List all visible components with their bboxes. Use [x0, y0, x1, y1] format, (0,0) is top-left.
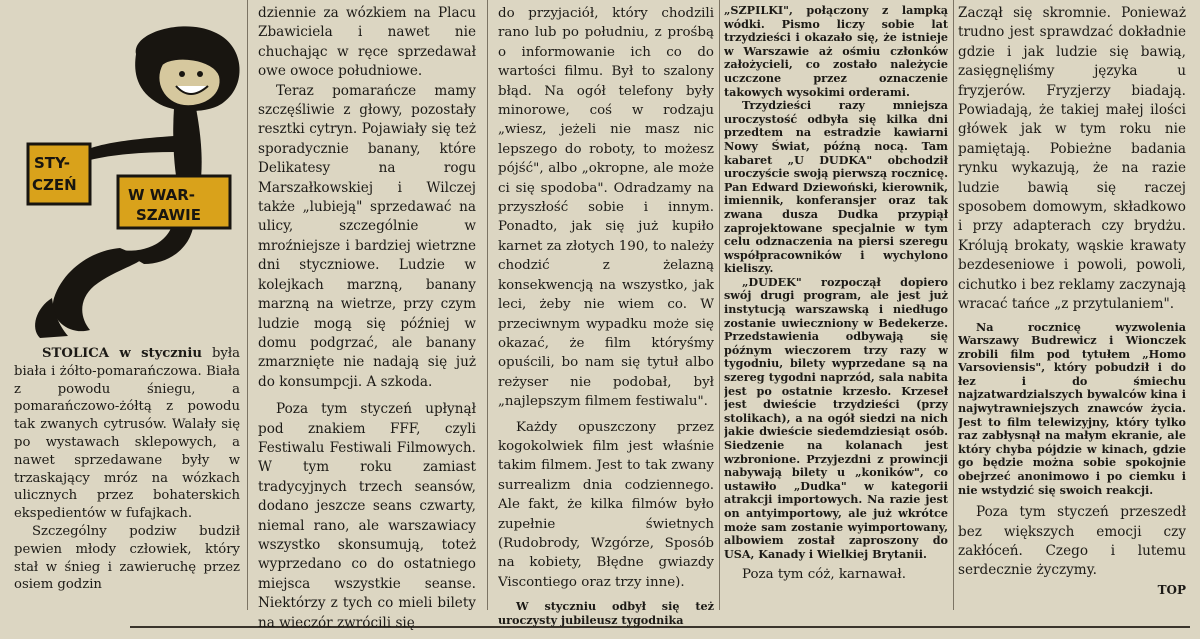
sign-right-line1: W WAR- [128, 186, 196, 204]
paragraph: „SZPILKI", połączony z lampką wódki. Pismo liczy sobie lat trzydzieści i okazało się, że istnieje w Warszawie aż ośmiu członków założycieli, co zostało należycie uczczone przez oznaczenie takowych wysokimi orderami. [724, 4, 948, 99]
paragraph: W styczniu odbył się też uroczysty jubileusz tygodnika [498, 599, 714, 627]
column-5 [958, 4, 1186, 600]
sign-left-line1: STY- [34, 154, 70, 172]
column-3 [498, 4, 714, 627]
author-signature: TOP [1157, 582, 1186, 597]
paragraph: Każdy opuszczony przez kogokolwiek film jest właśnie takim filmem. Jest to tak zwany surrealizm dnia codziennego. Ale fakt, że kilka filmów było zupełnie świetnych (Rudobrody, Wzgórze, Sposób na kobiety, Błędne gwiazdy Viscontiego oraz trzy inne). [498, 419, 714, 590]
column-4 [724, 4, 948, 584]
paragraph: Zaczął się skromnie. Ponieważ trudno jest sprawdzać dokładnie gdzie i jak ludzie się bawią, zasięgnęliśmy języka u fryzjerów. Fryzjerzy biadają. Powiadają, że takiej małej ilości główek jak w tym roku nie pamiętają. Pobieżne badania rynku wykazują, że na razie ludzie bawią się raczej sposobem domowym, składkowo i przy adapterach czy brydżu. Królują brokaty, wąskie krawaty bezdeseniowe i powoli, powoli, cichutko i bez reklamy zaczynają wracać tańce „z przytulaniem". [958, 5, 1186, 313]
sign-right-line2: SZAWIE [136, 206, 201, 224]
column-rule [953, 0, 954, 610]
column-rule [487, 0, 488, 610]
svg-text:STY- [34, 154, 70, 172]
column-rule [247, 0, 248, 610]
paragraph: Teraz pomarańcze mamy szczęśliwie z głowy, pozostały resztki cytryn. Pojawiały się też sporadycznie banany, które Delikatesy na rogu Marszałkowskiej i Wilczej także „lubieją" sprzedawać na ulicy, szczególnie w mroźniejsze i bardziej wietrzne dni styczniowe. Ludzie w kolejkach marzną, banany marzną na wietrze, przy czym ludzie mogą się później w domu podgrzać, ale banany zmarznięte nie nadają się już do konsumpcji. A szkoda. [258, 82, 476, 390]
paragraph: „DUDEK" rozpoczął dopiero swój drugi program, ale jest już instytucją warszawską i niedługo zostanie uwieczniony w Bedekerze. Przedstawienia odbywają się późnym wieczorem trzy razy w tygodniu, bilety wyprzedane są na szereg tygodni naprzód, sala nabita jest po ostatnie krzesło. Krzeseł jest dwieście trzydzieści (przy stolikach), a na ogół siedzi na nich jakie dwieście siedemdziesiąt osób. Siedzenie na kolanach jest wzbronione. Przyjezdni z prowincji nabywają bilety u „koników", co ustawiło „Dudka" w kategorii atrakcji importowych. Na razie jest on antyimportowy, ale już wkrótce może sam zostanie wyimportowany, albowiem został zaproszony do USA, Kanady i Wielkiej Brytanii. [724, 274, 948, 561]
paragraph: Szczególny podziw budził pewien młody człowiek, który stał w śnieg i zawieruchę przez osiem godzin [14, 523, 240, 593]
paragraph: Poza tym styczeń przeszedł bez większych emocji czy zakłóceń. Czego i lutemu serdecznie życzymy. [958, 504, 1186, 579]
paragraph [14, 345, 240, 523]
paragraph: Poza tym styczeń upłynął pod znakiem FFF, czyli Festiwalu Festiwali Filmowych. W tym roku zamiast tradycyjnych trzech seansów, dodano jeszcze seans czwarty, niemal rano, ale warszawiacy wszystko skonsumują, toteż wyprzedano co do ostatniego miejsca wszystkie seanse. Niektórzy z tych co mieli bilety na wieczór zwrócili się [258, 401, 476, 631]
column-2 [258, 4, 476, 633]
column-1 [14, 345, 240, 594]
paragraph: do przyjaciół, który chodzili rano lub po południu, z prośbą o informowanie ich co do wartości filmu. Był to szalony błąd. Na ogół telefony były minorowe, coś w rodzaju „wiesz, jeżeli nie masz nic lepszego do roboty, to możesz pójść", albo „okropne, ale może ci się spodoba". Odradzamy na przyszłość sobie i innym. Ponadto, jak się już kupiło karnet za złotych 190, to należy chodzić z żelazną konsekwencją na wszystko, jak leci, żeby nie wiem co. W przeciwnym wypadku może się okazać, że film któryśmy opuścili, bo nam się tytuł albo reżyser nie podobał, był „najlepszym filmem festiwalu". [498, 6, 714, 410]
paragraph: Poza tym cóż, karnawał. [742, 567, 907, 583]
svg-text:SZAWIE [136, 206, 201, 224]
svg-text:CZEŃ [32, 175, 77, 194]
paragraph: dziennie za wózkiem na Placu Zbawiciela i nawet nie chuchając w ręce sprzedawał owe owoce południowe. [258, 5, 476, 80]
lead-in: STOLICA w styczniu [42, 346, 202, 361]
paragraph-text: była biała i żółto-pomarańczowa. Biała z powodu śniegu, a pomarańczowo-żółtą z powodu tak zwanych cytrusów. Walały się po wystawach sklepowych, a nawet sprzedawane były w trzaskający mróz na wózkach ulicznych przez bohaterskich ekspedientów w fufajkach. [14, 346, 240, 522]
sign-left-line2: CZEŃ [32, 176, 77, 194]
column-rule [719, 0, 720, 610]
svg-text:W WAR- [128, 186, 195, 204]
paragraph: Na rocznicę wyzwolenia Warszawy Budrewicz i Wionczek zrobili film pod tytułem „Homo Varsoviensis", który pobudził i do łez i do śmiechu najzatwardzialszych bywalców kina i najwytrawniejszych znawców życia. Jest to film telewizyjny, który tylko raz zabłysnął na małym ekranie, ale który chyba pójdzie w kinach, gdzie go będzie można sobie spokojnie obejrzeć anonimowo i po ciemku i nie wstydzić się swoich reakcji. [958, 319, 1186, 497]
paragraph: Trzydzieści razy mniejsza uroczystość odbyła się kilka dni przedtem na estradzie kawiarni Nowy Świat, późną nocą. Tam kabaret „U DUDKA" obchodził uroczyście swoją pierwszą rocznicę. Pan Edward Dziewoński, kierownik, imiennik, konferansjer oraz tak zwana dusza Dudka przypiął zaprojektowane specjalnie w tym celu odznaczenia na piersi szeregu współpracowników i wychylono kieliszy. [724, 98, 948, 276]
illustration-mermaid-signs [24, 18, 252, 340]
